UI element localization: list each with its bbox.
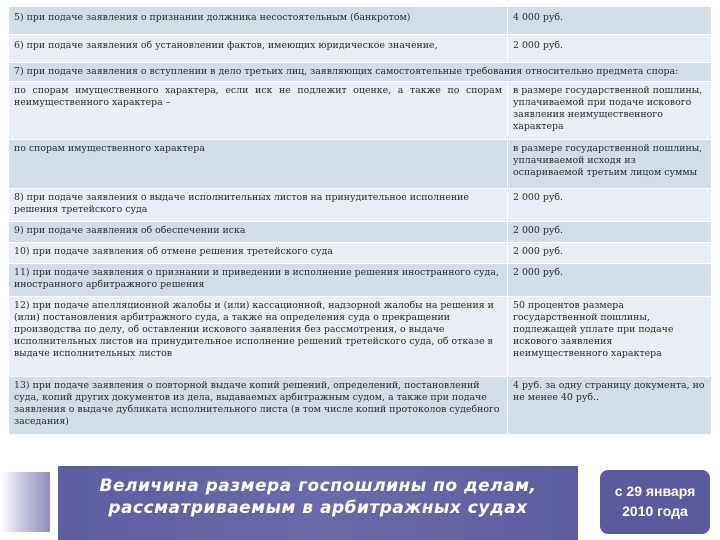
row-description: 9) при подаче заявления об обеспечении иска bbox=[9, 222, 508, 243]
table-row bbox=[9, 140, 712, 189]
date-badge bbox=[600, 470, 710, 534]
table-row bbox=[9, 35, 712, 63]
row-fee: 4 руб. за одну страницу документа, но не менее 40 руб.. bbox=[508, 377, 712, 435]
row-fee: 4 000 руб. bbox=[508, 7, 712, 35]
row-section-heading: 7) при подаче заявления о вступлении в дело третьих лиц, заявляющих самостоятельные требования относительно предмета спора: bbox=[9, 63, 712, 82]
row-fee: в размере государственной пошлины, уплачиваемой при подаче искового заявления неимущественного характера bbox=[508, 82, 712, 140]
table-row bbox=[9, 243, 712, 264]
table-row bbox=[9, 377, 712, 435]
row-fee: в размере государственной пошлины, уплачиваемой исходя из оспариваемой третьим лицом суммы bbox=[508, 140, 712, 189]
banner-title bbox=[58, 475, 578, 519]
row-fee: 2 000 руб. bbox=[508, 243, 712, 264]
row-description: 6) при подаче заявления об установлении фактов, имеющих юридическое значение, bbox=[9, 35, 508, 63]
row-fee: 2 000 руб. bbox=[508, 264, 712, 297]
row-fee: 2 000 руб. bbox=[508, 35, 712, 63]
fee-table bbox=[8, 6, 712, 435]
table-row bbox=[9, 264, 712, 297]
row-description: 8) при подаче заявления о выдаче исполнительных листов на принудительное исполнение решения третейского суда bbox=[9, 189, 508, 222]
table-row bbox=[9, 82, 712, 140]
table-row bbox=[9, 63, 712, 82]
row-description: по спорам имущественного характера, если иск не подлежит оценке, а также по спорам неимущественного характера – bbox=[9, 82, 508, 140]
fee-table-container bbox=[8, 6, 712, 435]
row-description: 5) при подаче заявления о признании должника несостоятельным (банкротом) bbox=[9, 7, 508, 35]
banner-title-box bbox=[58, 466, 578, 540]
date-line1: с 29 января bbox=[614, 483, 696, 499]
banner-decorative-stripe bbox=[0, 472, 50, 532]
banner-title-line1: Величина размера госпошлины по делам, bbox=[99, 476, 537, 496]
banner-title-line2: рассматриваемым в арбитражных судах bbox=[108, 498, 528, 518]
row-description: 12) при подаче апелляционной жалобы и (или) кассационной, надзорной жалобы на решения и (или) постановления арбитражного суда, а также на определения суда о прекращении производства по делу, об оставлении искового заявления без рассмотрения, о выдаче исполнительных листов на принудительное исполнение решений третейского суда, об отказе в выдаче исполнительных листов bbox=[9, 297, 508, 377]
row-description: по спорам имущественного характера bbox=[9, 140, 508, 189]
row-fee: 50 процентов размера государственной пошлины, подлежащей уплате при подаче искового заявления неимущественного характера bbox=[508, 297, 712, 377]
row-description: 11) при подаче заявления о признании и приведении в исполнение решения иностранного суда, иностранного арбитражного решения bbox=[9, 264, 508, 297]
row-description: 13) при подаче заявления о повторной выдаче копий решений, определений, постановлений суда, копий других документов из дела, выдаваемых арбитражным судом, а также при подаче заявления о выдаче дубликата исполнительного листа (в том числе копий протоколов судебного заседания) bbox=[9, 377, 508, 435]
table-row bbox=[9, 189, 712, 222]
row-description: 10) при подаче заявления об отмене решения третейского суда bbox=[9, 243, 508, 264]
row-fee: 2 000 руб. bbox=[508, 222, 712, 243]
row-fee: 2 000 руб. bbox=[508, 189, 712, 222]
table-row bbox=[9, 7, 712, 35]
date-badge-text bbox=[600, 481, 710, 521]
bottom-banner bbox=[0, 466, 720, 540]
table-row bbox=[9, 297, 712, 377]
table-row bbox=[9, 222, 712, 243]
date-line2: 2010 года bbox=[622, 503, 688, 519]
